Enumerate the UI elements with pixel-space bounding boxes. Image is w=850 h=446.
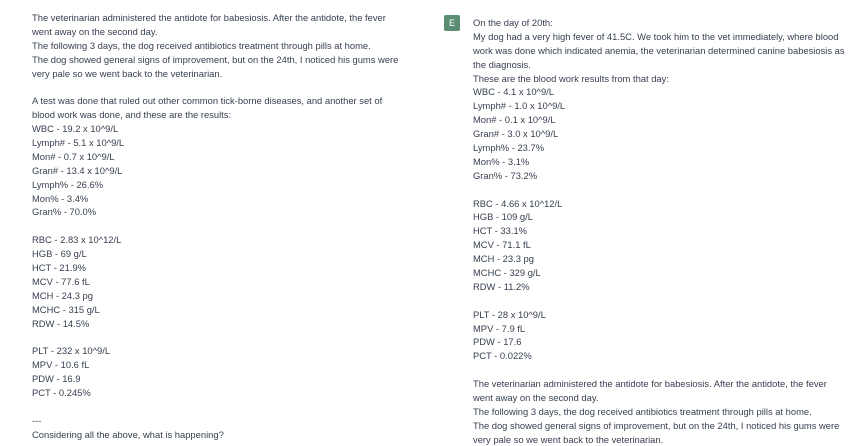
- lab-value-rbc: RBC - 2.83 x 10^12/L: [32, 234, 122, 246]
- paragraph-first-bloodwork-rbc: [473, 197, 843, 294]
- lab-value-wbc: WBC - 19.2 x 10^9/L: [32, 123, 119, 135]
- text-line: went away on the second day.: [473, 392, 599, 404]
- lab-value-mon-pct: Mon% - 3.4%: [32, 192, 89, 204]
- lab-value-rbc: RBC - 4.66 x 10^12/L: [473, 197, 563, 209]
- text-line: My dog had a very high fever of 41.5C. We took him to the vet immediately, where blood: [473, 30, 839, 42]
- lab-value-lymph-count: Lymph# - 1.0 x 10^9/L: [473, 100, 566, 112]
- text-line: These are the blood work results from that day:: [473, 72, 669, 84]
- text-line: On the day of 20th:: [473, 17, 553, 28]
- lab-value-gran-count: Gran# - 13.4 x 10^9/L: [32, 164, 123, 176]
- lab-value-rdw: RDW - 11.2%: [473, 280, 530, 292]
- text-line: very pale so we went back to the veterinarian.: [473, 433, 664, 445]
- lab-value-rdw: RDW - 14.5%: [32, 317, 90, 329]
- lab-value-gran-pct: Gran% - 70.0%: [32, 206, 97, 218]
- paragraph-gap: [32, 219, 402, 233]
- lab-value-plt: PLT - 232 x 10^9/L: [32, 345, 111, 357]
- lab-value-hct: HCT - 33.1%: [473, 225, 528, 237]
- text-line: The veterinarian administered the antidote for babesiosis. After the antidote, the fever: [32, 12, 386, 23]
- lab-value-pct: PCT - 0.245%: [32, 387, 91, 399]
- text-line: work was done which indicated anemia, the veterinarian determined canine babesiosis as: [473, 44, 845, 56]
- text-line: blood work was done, and these are the results:: [32, 109, 232, 121]
- paragraph-vet-followup: [32, 11, 402, 80]
- paragraph-vet-treatment: [473, 377, 843, 446]
- lab-value-pct: PCT - 0.022%: [473, 350, 532, 362]
- paragraph-gap: [32, 80, 402, 94]
- separator-text: ---: [32, 414, 42, 426]
- paragraph-second-bloodwork-plt: [32, 344, 402, 400]
- paragraph-second-bloodwork-rbc: [32, 233, 402, 330]
- lab-value-hct: HCT - 21.9%: [32, 262, 87, 274]
- text-line: went away on the second day.: [32, 25, 158, 37]
- lab-value-gran-count: Gran# - 3.0 x 10^9/L: [473, 128, 559, 140]
- text-line: The following 3 days, the dog received antibiotics treatment through pills at home.: [32, 39, 371, 51]
- lab-value-mpv: MPV - 7.9 fL: [473, 322, 526, 334]
- paragraph-gap: [473, 294, 843, 308]
- text-line: the diagnosis.: [473, 58, 531, 70]
- text-line: The following 3 days, the dog received antibiotics treatment through pills at home.: [473, 405, 812, 417]
- paragraph-first-bloodwork-plt: [473, 308, 843, 364]
- text-line: The dog showed general signs of improvement, but on the 24th, I noticed his gums were: [32, 53, 399, 65]
- text-line: A test was done that ruled out other common tick-borne diseases, and another set of: [32, 95, 383, 107]
- lab-value-wbc: WBC - 4.1 x 10^9/L: [473, 86, 554, 98]
- paragraph-question: [32, 414, 402, 442]
- lab-value-gran-pct: Gran% - 73.2%: [473, 169, 538, 181]
- lab-value-mcv: MCV - 77.6 fL: [32, 275, 90, 287]
- paragraph-first-bloodwork-wbc: [473, 16, 843, 183]
- user-avatar: E: [444, 15, 460, 31]
- question-text: Considering all the above, what is happening?: [32, 428, 224, 440]
- lab-value-mch: MCH - 23.3 pg: [473, 253, 534, 265]
- paragraph-gap: [32, 330, 402, 344]
- lab-value-mchc: MCHC - 329 g/L: [473, 267, 541, 279]
- user-message-continuation: [32, 11, 402, 442]
- lab-value-mchc: MCHC - 315 g/L: [32, 303, 100, 315]
- lab-value-mon-pct: Mon% - 3.1%: [473, 155, 530, 167]
- lab-value-lymph-pct: Lymph% - 26.6%: [32, 178, 104, 190]
- lab-value-pdw: PDW - 16.9: [32, 373, 81, 385]
- paragraph-second-bloodwork-wbc: [32, 94, 402, 219]
- lab-value-plt: PLT - 28 x 10^9/L: [473, 308, 546, 320]
- text-line: very pale so we went back to the veterinarian.: [32, 67, 223, 79]
- lab-value-mpv: MPV - 10.6 fL: [32, 359, 90, 371]
- lab-value-pdw: PDW - 17.6: [473, 336, 522, 348]
- lab-value-mon-count: Mon# - 0.7 x 10^9/L: [32, 150, 115, 162]
- paragraph-gap: [32, 400, 402, 414]
- lab-value-mon-count: Mon# - 0.1 x 10^9/L: [473, 114, 556, 126]
- lab-value-mch: MCH - 24.3 pg: [32, 289, 93, 301]
- lab-value-lymph-pct: Lymph% - 23.7%: [473, 142, 545, 154]
- lab-value-hgb: HGB - 69 g/L: [32, 248, 87, 260]
- lab-value-hgb: HGB - 109 g/L: [473, 211, 533, 223]
- lab-value-lymph-count: Lymph# - 5.1 x 10^9/L: [32, 137, 125, 149]
- paragraph-gap: [473, 183, 843, 197]
- text-line: The dog showed general signs of improvement, but on the 24th, I noticed his gums were: [473, 419, 840, 431]
- user-message: [473, 16, 843, 446]
- paragraph-gap: [473, 363, 843, 377]
- right-message-pane: [425, 0, 850, 446]
- text-line: The veterinarian administered the antidote for babesiosis. After the antidote, the fever: [473, 378, 827, 390]
- lab-value-mcv: MCV - 71.1 fL: [473, 239, 531, 251]
